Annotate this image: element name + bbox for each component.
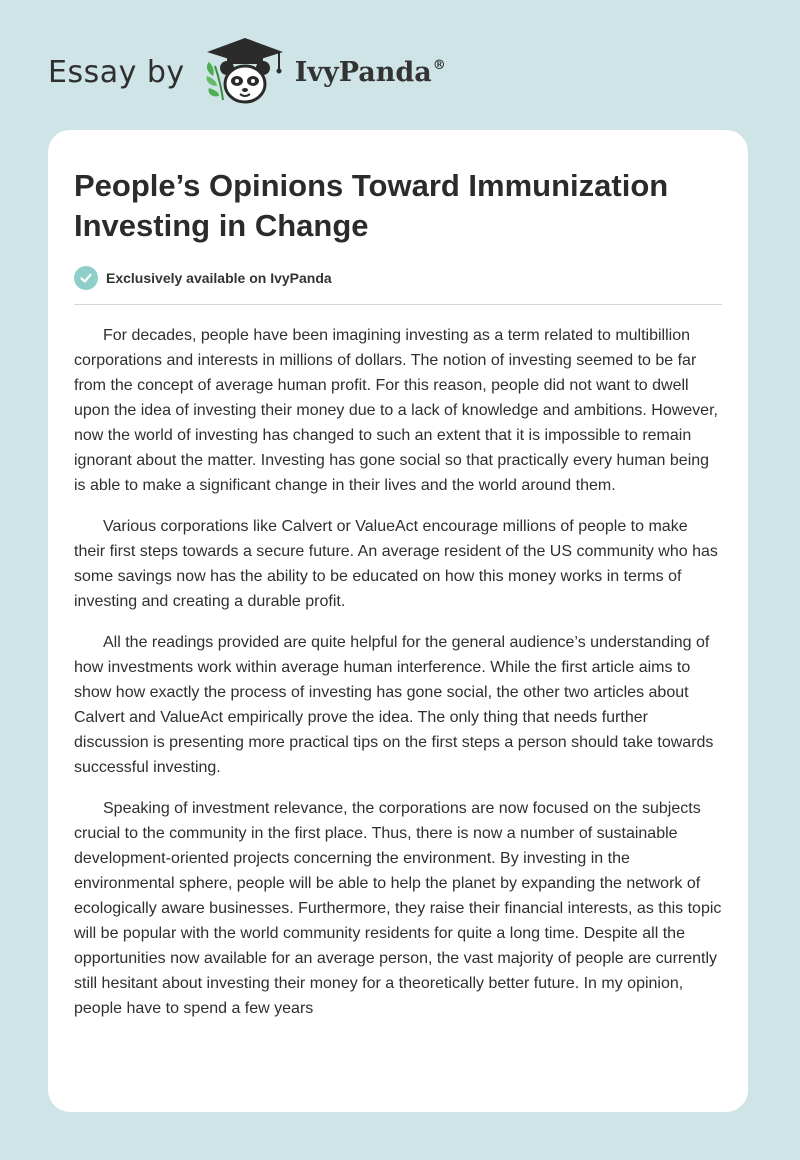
panda-logo-icon[interactable]	[199, 36, 291, 108]
exclusive-badge-label: Exclusively available on IvyPanda	[106, 270, 332, 286]
essay-body	[74, 323, 722, 1021]
check-icon	[74, 266, 98, 290]
paragraph: Speaking of investment relevance, the corporations are now focused on the subjects crucial to the community in the first place. Thus, there is now a number of sustainable development-oriented projects concerning the environment. By investing in the environmental sphere, people will be able to help the planet by expanding the network of ecologically aware businesses. Furthermore, they raise their financial interests, as this topic will be popular with the world community residents for quite a long time. Despite all the opportunities now available for an average person, the vast majority of people are currently still hesitant about investing their money for a theoretically better future. In my opinion, people have to spend a few years	[74, 800, 722, 1017]
essay-title: People’s Opinions Toward Immunization Investing in Change	[74, 168, 669, 243]
brand-name-text: IvyPanda	[294, 56, 432, 88]
brand-name[interactable]	[295, 57, 446, 88]
site-header	[48, 36, 446, 108]
paragraph: All the readings provided are quite helpful for the general audience’s understanding of how investments work within average human interference. While the first article aims to show how exactly the process of investing has gone social, the other two articles about Calvert and ValueAct empirically prove the idea. The only thing that needs further discussion is presenting more practical tips on the first steps a person should take towards successful investing.	[74, 634, 714, 776]
registered-mark: ®	[432, 57, 446, 73]
paragraph: Various corporations like Calvert or ValueAct encourage millions of people to make their first steps towards a secure future. An average resident of the US community who has some savings now has the ability to be educated on how this money works in terms of investing and creating a durable profit.	[74, 518, 718, 610]
paragraph: For decades, people have been imagining investing as a term related to multibillion corporations and interests in millions of dollars. The notion of investing seemed to be far from the concept of average human profit. For this reason, people did not want to dwell upon the idea of investing their money due to a lack of knowledge and ambitions. However, now the world of investing has changed to such an extent that it is impossible to remain ignorant about the matter. Investing has gone social so that practically every human being is able to make a significant change in their lives and the world around them.	[74, 327, 718, 494]
essay-by-label: Essay by	[48, 54, 185, 90]
exclusive-badge	[74, 266, 722, 305]
essay-card	[48, 130, 748, 1112]
